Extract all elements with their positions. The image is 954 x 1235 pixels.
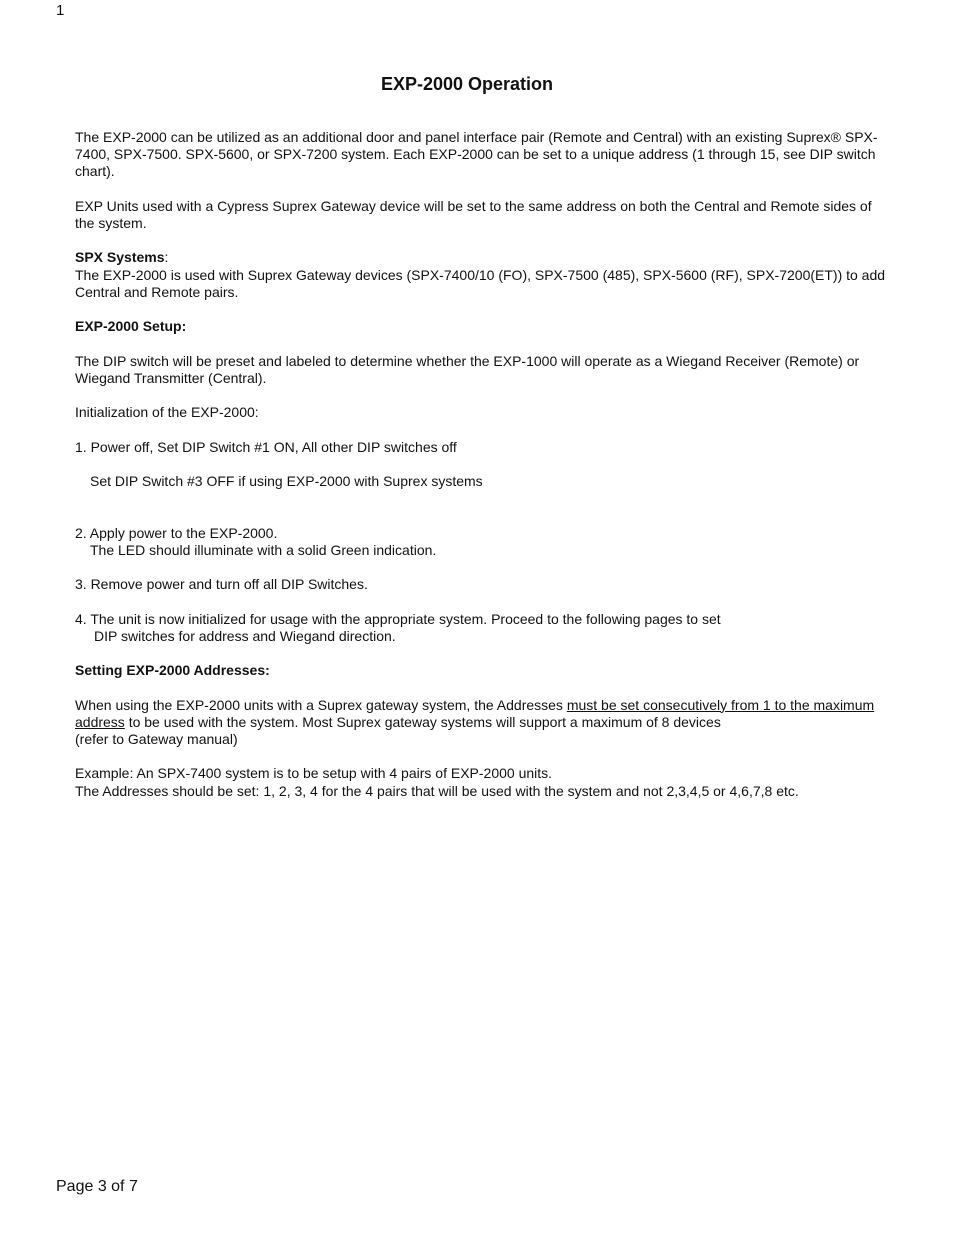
spx-systems-heading-colon: :	[164, 249, 169, 266]
spx-systems-text: The EXP-2000 is used with Suprex Gateway devices (SPX-7400/10 (FO), SPX-7500 (485), SPX-5600 (RF), SPX-7200(ET)) to add Central and Remote pairs.	[75, 266, 886, 300]
addresses-gateway-note: (refer to Gateway manual)	[75, 730, 238, 747]
addresses-underlined-text: must be set consecutively from 1 to the maximum address	[75, 696, 875, 730]
page-footer: Page 3 of 7	[56, 1178, 138, 1195]
step-4: 4. The unit is now initialized for usage with the appropriate system. Proceed to the following pages to set	[75, 610, 721, 627]
example-line-1: Example: An SPX-7400 system is to be setup with 4 pairs of EXP-2000 units.	[75, 765, 553, 782]
setup-heading: EXP-2000 Setup:	[75, 318, 187, 335]
step-2-note: The LED should illuminate with a solid Green indication.	[90, 541, 437, 558]
document-body	[75, 129, 890, 800]
init-label: Initialization of the EXP-2000:	[75, 404, 259, 421]
spx-systems-heading	[75, 249, 890, 266]
spx-systems-heading-text: SPX Systems	[75, 249, 165, 266]
addresses-heading: Setting EXP-2000 Addresses:	[75, 662, 270, 679]
example-line-2: The Addresses should be set: 1, 2, 3, 4 for the 4 pairs that will be used with the system and not 2,3,4,5 or 4,6,7,8 etc.	[75, 782, 799, 799]
addresses-text-a: When using the EXP-2000 units with a Suprex gateway system, the Addresses	[75, 696, 567, 713]
intro-paragraph-2: EXP Units used with a Cypress Suprex Gateway device will be set to the same address on both the Central and Remote sides of the system.	[75, 197, 872, 231]
step-1-note: Set DIP Switch #3 OFF if using EXP-2000 with Suprex systems	[90, 472, 483, 489]
page-marker: 1	[56, 2, 65, 19]
step-3: 3. Remove power and turn off all DIP Switches.	[75, 576, 368, 593]
intro-paragraph-1: The EXP-2000 can be utilized as an additional door and panel interface pair (Remote and Central) with an existing Suprex® SPX-7400, SPX-7500. SPX-5600, or SPX-7200 system. Each EXP-2000 can be set to a unique address (1 through 15, see DIP switch chart).	[75, 129, 878, 180]
addresses-paragraph	[75, 697, 890, 731]
setup-paragraph: The DIP switch will be preset and labeled to determine whether the EXP-1000 will operate as a Wiegand Receiver (Remote) or Wiegand Transmitter (Central).	[75, 352, 860, 386]
addresses-text-b: to be used with the system. Most Suprex gateway systems will support a maximum of 8 devices	[124, 713, 721, 730]
step-2: 2. Apply power to the EXP-2000.	[75, 524, 278, 541]
step-1: 1. Power off, Set DIP Switch #1 ON, All other DIP switches off	[75, 438, 457, 455]
step-4-note: DIP switches for address and Wiegand direction.	[94, 627, 396, 644]
page-title: EXP-2000 Operation	[380, 74, 554, 94]
